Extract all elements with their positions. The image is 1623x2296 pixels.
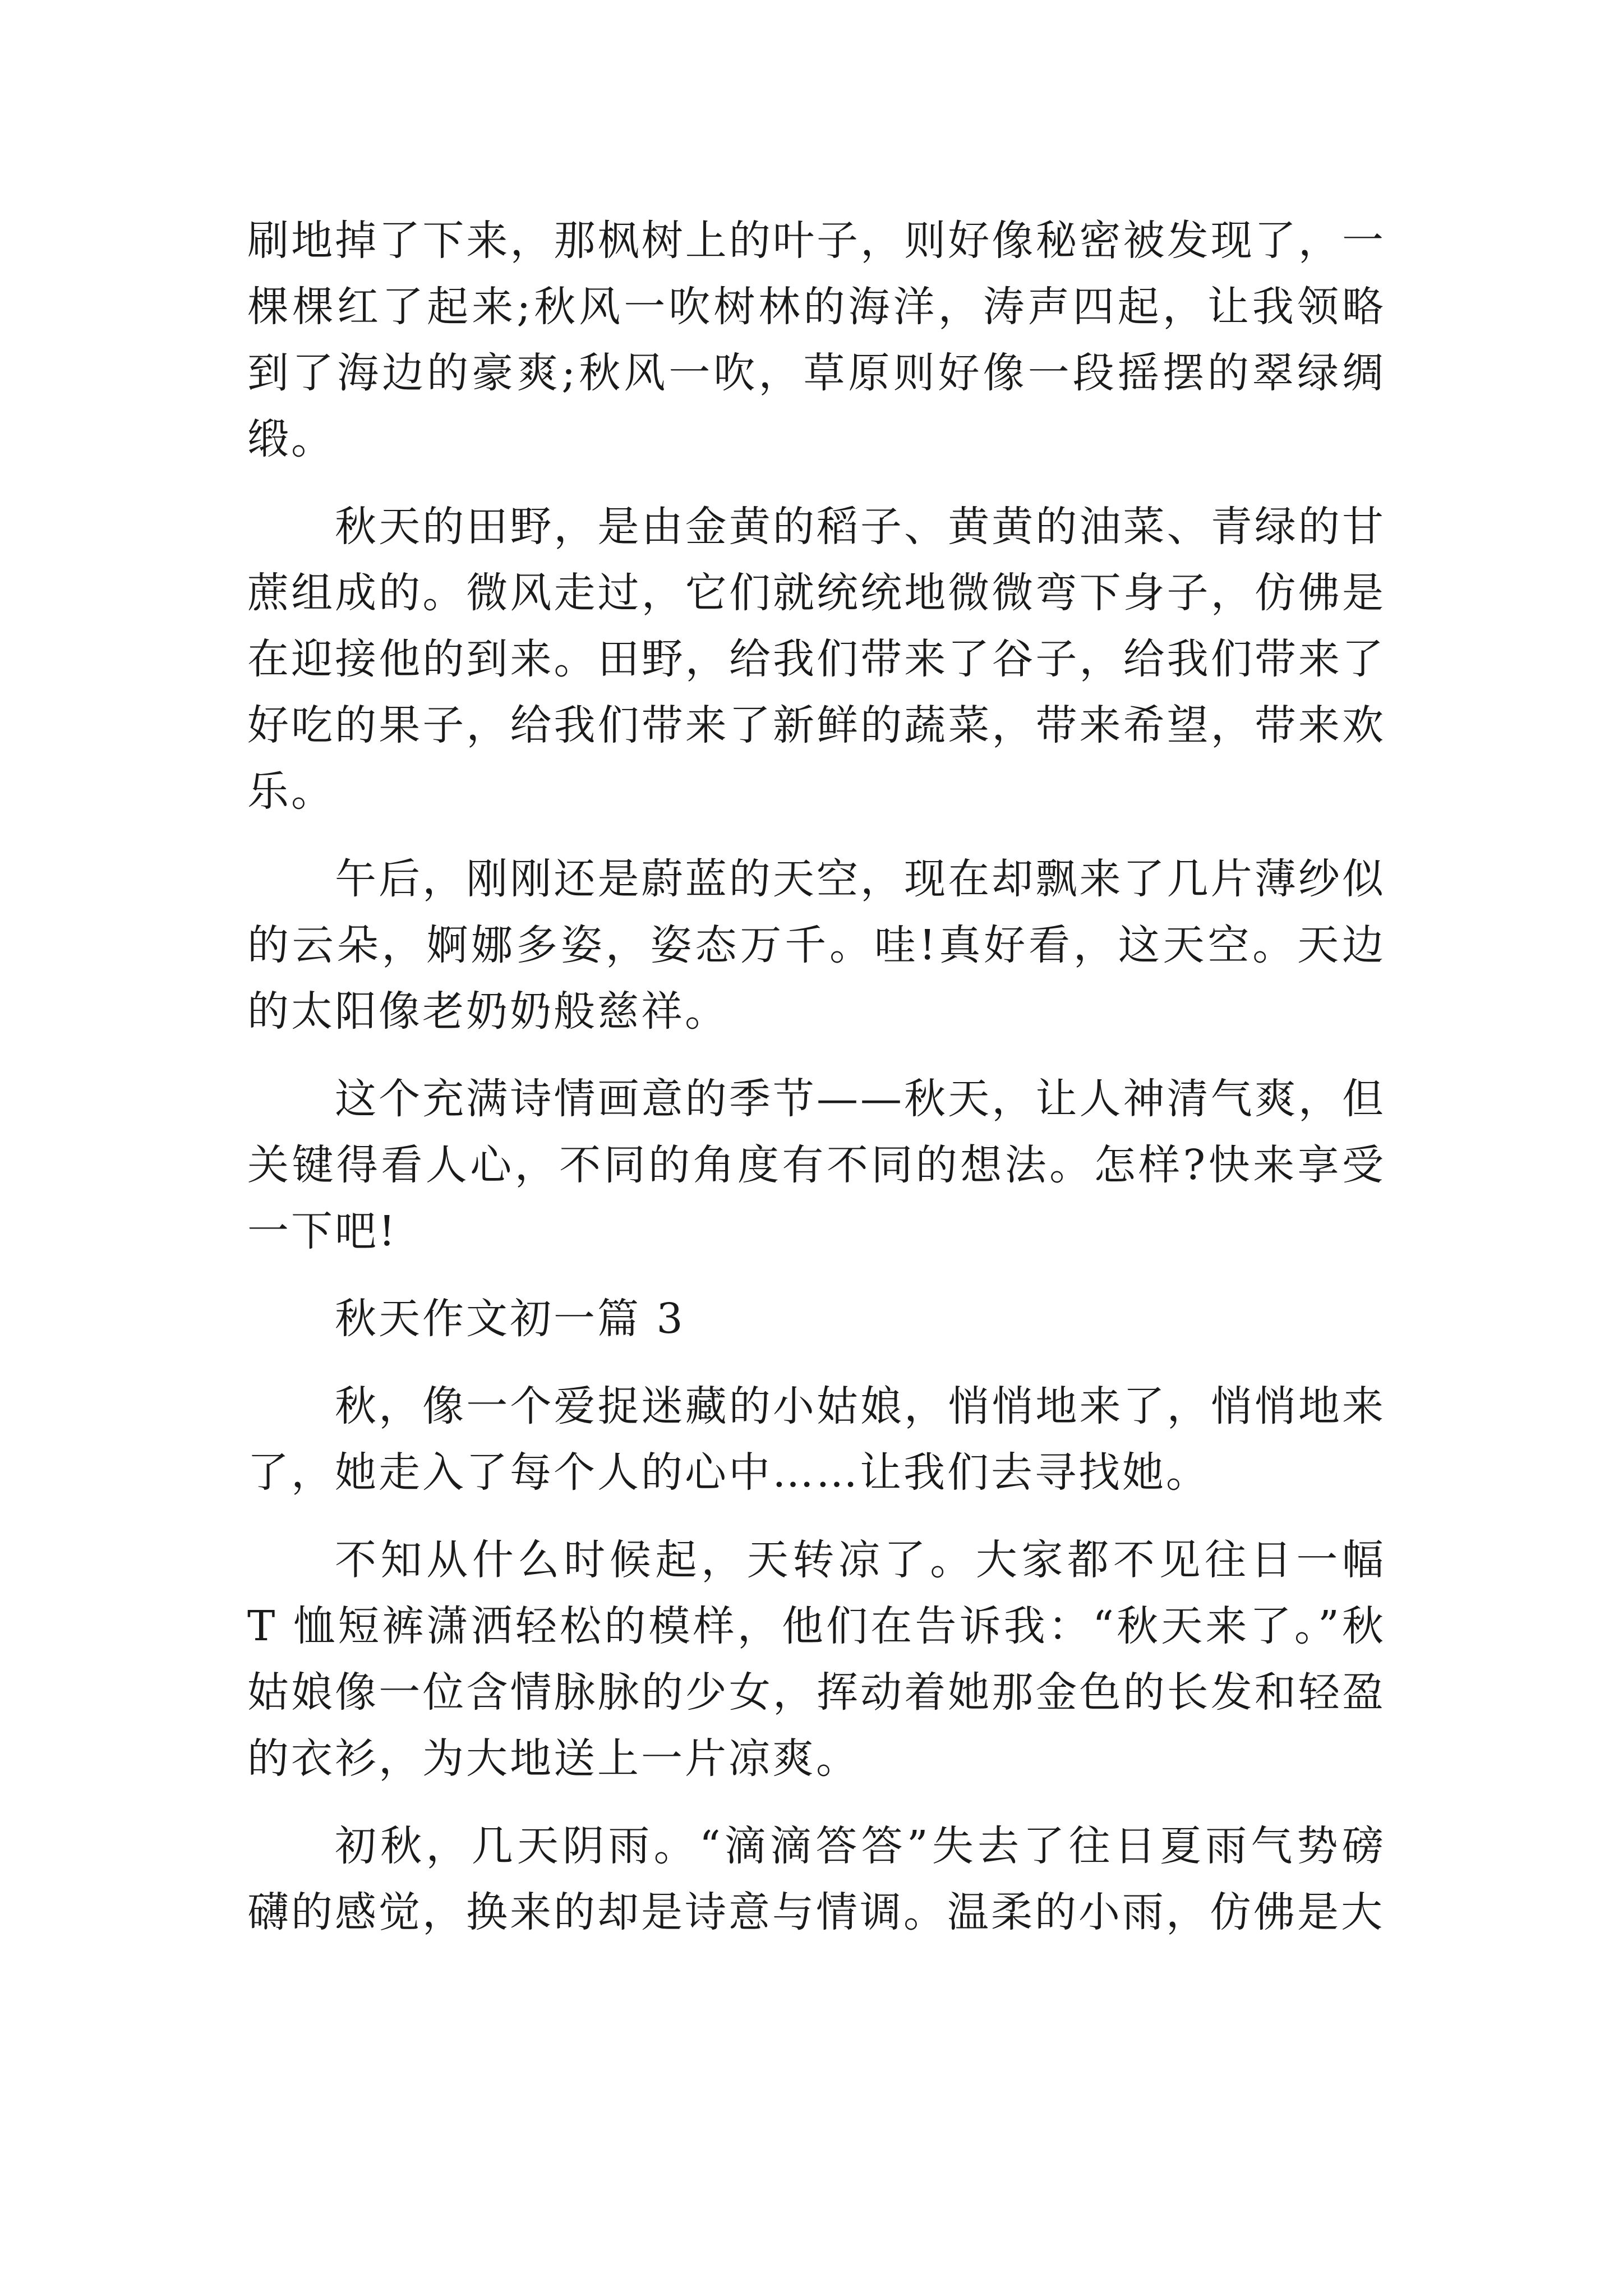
paragraph-field: 秋天的田野，是由金黄的稻子、黄黄的油菜、青绿的甘蔗组成的。微风走过，它们就统统地微微弯下身子，仿佛是在迎接他的到来。田野，给我们带来了谷子，给我们带来了好吃的果子，给我们带来了新鲜的蔬菜，带来希望，带来欢乐。 <box>247 503 1386 816</box>
section-title: 秋天作文初一篇 3 <box>335 1295 685 1343</box>
paragraph-cool: 不知从什么时候起，天转凉了。大家都不见往日一幅 T 恤短裤潇洒轻松的模样，他们在告诉我：“秋天来了。”秋姑娘像一位含情脉脉的少女，挥动着她那金色的长发和轻盈的衣衫，为大地送上一片凉爽。 <box>247 1536 1386 1783</box>
paragraph-rain: 初秋，几天阴雨。“滴滴答答”失去了往日夏雨气势磅礴的感觉，换来的却是诗意与情调。温柔的小雨，仿佛是大 <box>247 1822 1386 1936</box>
paragraph-season: 这个充满诗情画意的季节——秋天，让人神清气爽，但关键得看人心，不同的角度有不同的想法。怎样?快来享受一下吧! <box>247 1075 1386 1255</box>
paragraph-sky: 午后，刚刚还是蔚蓝的天空，现在却飘来了几片薄纱似的云朵，婀娜多姿，姿态万千。哇!真好看，这天空。天边的太阳像老奶奶般慈祥。 <box>247 855 1386 1036</box>
document-body <box>247 208 1386 1967</box>
paragraph-continued: 刷地掉了下来，那枫树上的叶子，则好像秘密被发现了，一棵棵红了起来;秋风一吹树林的海洋，涛声四起，让我领略到了海边的豪爽;秋风一吹，草原则好像一段摇摆的翠绿绸缎。 <box>247 217 1386 463</box>
paragraph-hide: 秋，像一个爱捉迷藏的小姑娘，悄悄地来了，悄悄地来了，她走入了每个人的心中……让我们去寻找她。 <box>247 1382 1386 1497</box>
